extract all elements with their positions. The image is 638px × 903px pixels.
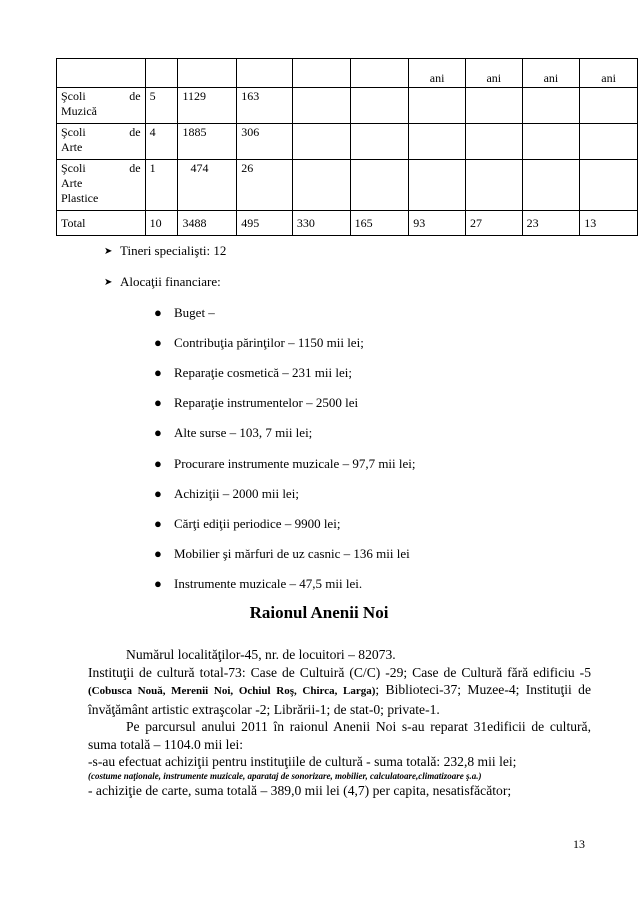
bullet-dot-icon: ● (154, 516, 162, 531)
paragraph: Numărul localităţilor-45, nr. de locuitori – 82073. (126, 647, 396, 662)
bullet-text: Instrumente muzicale – 47,5 mii lei. (174, 576, 363, 591)
body-text (88, 646, 591, 799)
bullet-dot-icon: ● (154, 365, 162, 380)
bullet-dot-icon: ● (154, 456, 162, 471)
table-header-row (57, 59, 638, 88)
arrow-bullet-icon: ➤ (104, 276, 113, 288)
table-cell (522, 124, 580, 160)
table-cell: 5 (145, 88, 178, 124)
arrow-item-text: Alocaţii financiare: (120, 274, 221, 289)
table-cell (350, 160, 409, 211)
table-header-cell: ani (522, 59, 580, 88)
table-header-cell (237, 59, 293, 88)
bullet-dot-icon: ● (154, 486, 162, 501)
paragraph (88, 664, 591, 719)
table-total-row (57, 211, 638, 236)
table-cell: 1129 (178, 88, 237, 124)
bullet-text: Alte surse – 103, 7 mii lei; (174, 425, 313, 440)
bullet-list-item (154, 456, 416, 472)
table-cell (465, 160, 522, 211)
bullet-text: Buget – (174, 305, 215, 320)
paragraph: -s-au efectuat achiziţii pentru instituţiile de cultură - suma totală: 232,8 mii lei; (88, 754, 517, 769)
table-cell: 26 (237, 160, 293, 211)
cell-text: de (129, 89, 141, 103)
bullet-dot-icon: ● (154, 546, 162, 561)
bullet-list-item (154, 395, 358, 411)
paragraph: Pe parcursul anului 2011 în raionul Anenii Noi s-au reparat 31edificii de cultură, suma totală – 1104.0 mii lei: (88, 719, 591, 752)
table-cell (350, 124, 409, 160)
table-cell: 93 (409, 211, 466, 236)
paragraph-text: Instituţii de cultură total-73: Case de Cultuiră (C/C) -29; Case de Cultură fără edificiu -5 (88, 664, 591, 680)
table-cell (409, 160, 466, 211)
table-cell (292, 88, 350, 124)
bullet-dot-icon: ● (154, 576, 162, 591)
statistics-table (56, 58, 638, 236)
bullet-list-item (154, 486, 299, 502)
paragraph: - achiziţie de carte, suma totală – 389,0 mii lei (4,7) per capita, nesatisfăcător; (88, 782, 512, 798)
table-header-cell (292, 59, 350, 88)
arrow-list-item (104, 243, 226, 259)
bullet-text: Contribuţia părinţilor – 1150 mii lei; (174, 335, 364, 350)
cell-text: de (129, 161, 141, 175)
arrow-list-item (104, 274, 221, 290)
cell-text: Muzică (61, 104, 97, 118)
table-cell (292, 160, 350, 211)
table-cell: Total (57, 211, 146, 236)
table-cell: 330 (292, 211, 350, 236)
table-cell (522, 160, 580, 211)
cell-text: de (129, 125, 141, 139)
cell-text: Şcoli (61, 125, 86, 139)
table-cell: 306 (237, 124, 293, 160)
cell-text: Plastice (61, 191, 99, 205)
table-header-cell (145, 59, 178, 88)
page-number: 13 (573, 837, 585, 851)
table-cell: 495 (237, 211, 293, 236)
arrow-bullet-icon: ➤ (104, 245, 113, 257)
bullet-text: Cărţi ediţii periodice – 9900 lei; (174, 516, 341, 531)
bullet-list-item (154, 335, 364, 351)
table-header-cell (57, 59, 146, 88)
table-cell (409, 124, 466, 160)
table-cell: 13 (580, 211, 638, 236)
table-row (57, 124, 638, 160)
table-cell: 165 (350, 211, 409, 236)
section-heading: Raionul Anenii Noi (249, 603, 389, 622)
paragraph-text: ; Biblioteci-37; Muzee-4; Instituţii de învăţământ artistic extraşcolar -2; Librării-1; de stat-0; private-1. (88, 682, 591, 717)
table-header-cell: ani (465, 59, 522, 88)
cell-text: Şcoli (61, 161, 86, 175)
cell-text: Arte (61, 140, 83, 154)
table-cell (292, 124, 350, 160)
table-cell-name (57, 124, 146, 160)
table-cell (409, 88, 466, 124)
bullet-list-item (154, 305, 215, 321)
table-cell (465, 88, 522, 124)
bullet-list-item (154, 516, 340, 532)
table-cell: 474 (178, 160, 237, 211)
table-cell (465, 124, 522, 160)
table-cell: 23 (522, 211, 580, 236)
table-header-cell: ani (580, 59, 638, 88)
arrow-item-text: Tineri specialişti: 12 (120, 243, 227, 258)
table-header-cell: ani (409, 59, 466, 88)
bullet-text: Reparaţie instrumentelor – 2500 lei (174, 395, 359, 410)
table-cell (522, 88, 580, 124)
table-cell: 27 (465, 211, 522, 236)
bullet-list-item (154, 546, 410, 562)
table-cell: 1885 (178, 124, 237, 160)
acquisitions-note: (costume naţionale, instrumente muzicale, aparataj de sonorizare, mobilier, calculatoare,climatizoare ş.a.) (88, 770, 482, 781)
table-cell-name (57, 160, 146, 211)
bullet-dot-icon: ● (154, 425, 162, 440)
bullet-list-item (154, 365, 352, 381)
cell-text: Şcoli (61, 89, 86, 103)
bullet-dot-icon: ● (154, 395, 162, 410)
table-cell-name (57, 88, 146, 124)
bullet-list-item (154, 576, 362, 592)
table-cell: 3488 (178, 211, 237, 236)
table-row (57, 88, 638, 124)
table-cell (580, 124, 638, 160)
bullet-text: Procurare instrumente muzicale – 97,7 mii lei; (174, 456, 416, 471)
table-header-cell (178, 59, 237, 88)
bullet-text: Reparaţie cosmetică – 231 mii lei; (174, 365, 352, 380)
bullet-text: Mobilier şi mărfuri de uz casnic – 136 mii lei (174, 546, 410, 561)
table-row (57, 160, 638, 211)
cell-text: Arte (61, 176, 83, 190)
table-cell: 1 (145, 160, 178, 211)
table-cell: 4 (145, 124, 178, 160)
bullet-list-item (154, 425, 312, 441)
bullet-dot-icon: ● (154, 305, 162, 320)
table-cell: 163 (237, 88, 293, 124)
table-cell (350, 88, 409, 124)
table-cell: 10 (145, 211, 178, 236)
table-cell (580, 88, 638, 124)
bullet-dot-icon: ● (154, 335, 162, 350)
bullet-text: Achiziţii – 2000 mii lei; (174, 486, 299, 501)
bold-localities-list: (Cobusca Nouă, Merenii Noi, Ochiul Roş, Chirca, Larga) (88, 685, 376, 697)
table-cell (580, 160, 638, 211)
table-header-cell (350, 59, 409, 88)
